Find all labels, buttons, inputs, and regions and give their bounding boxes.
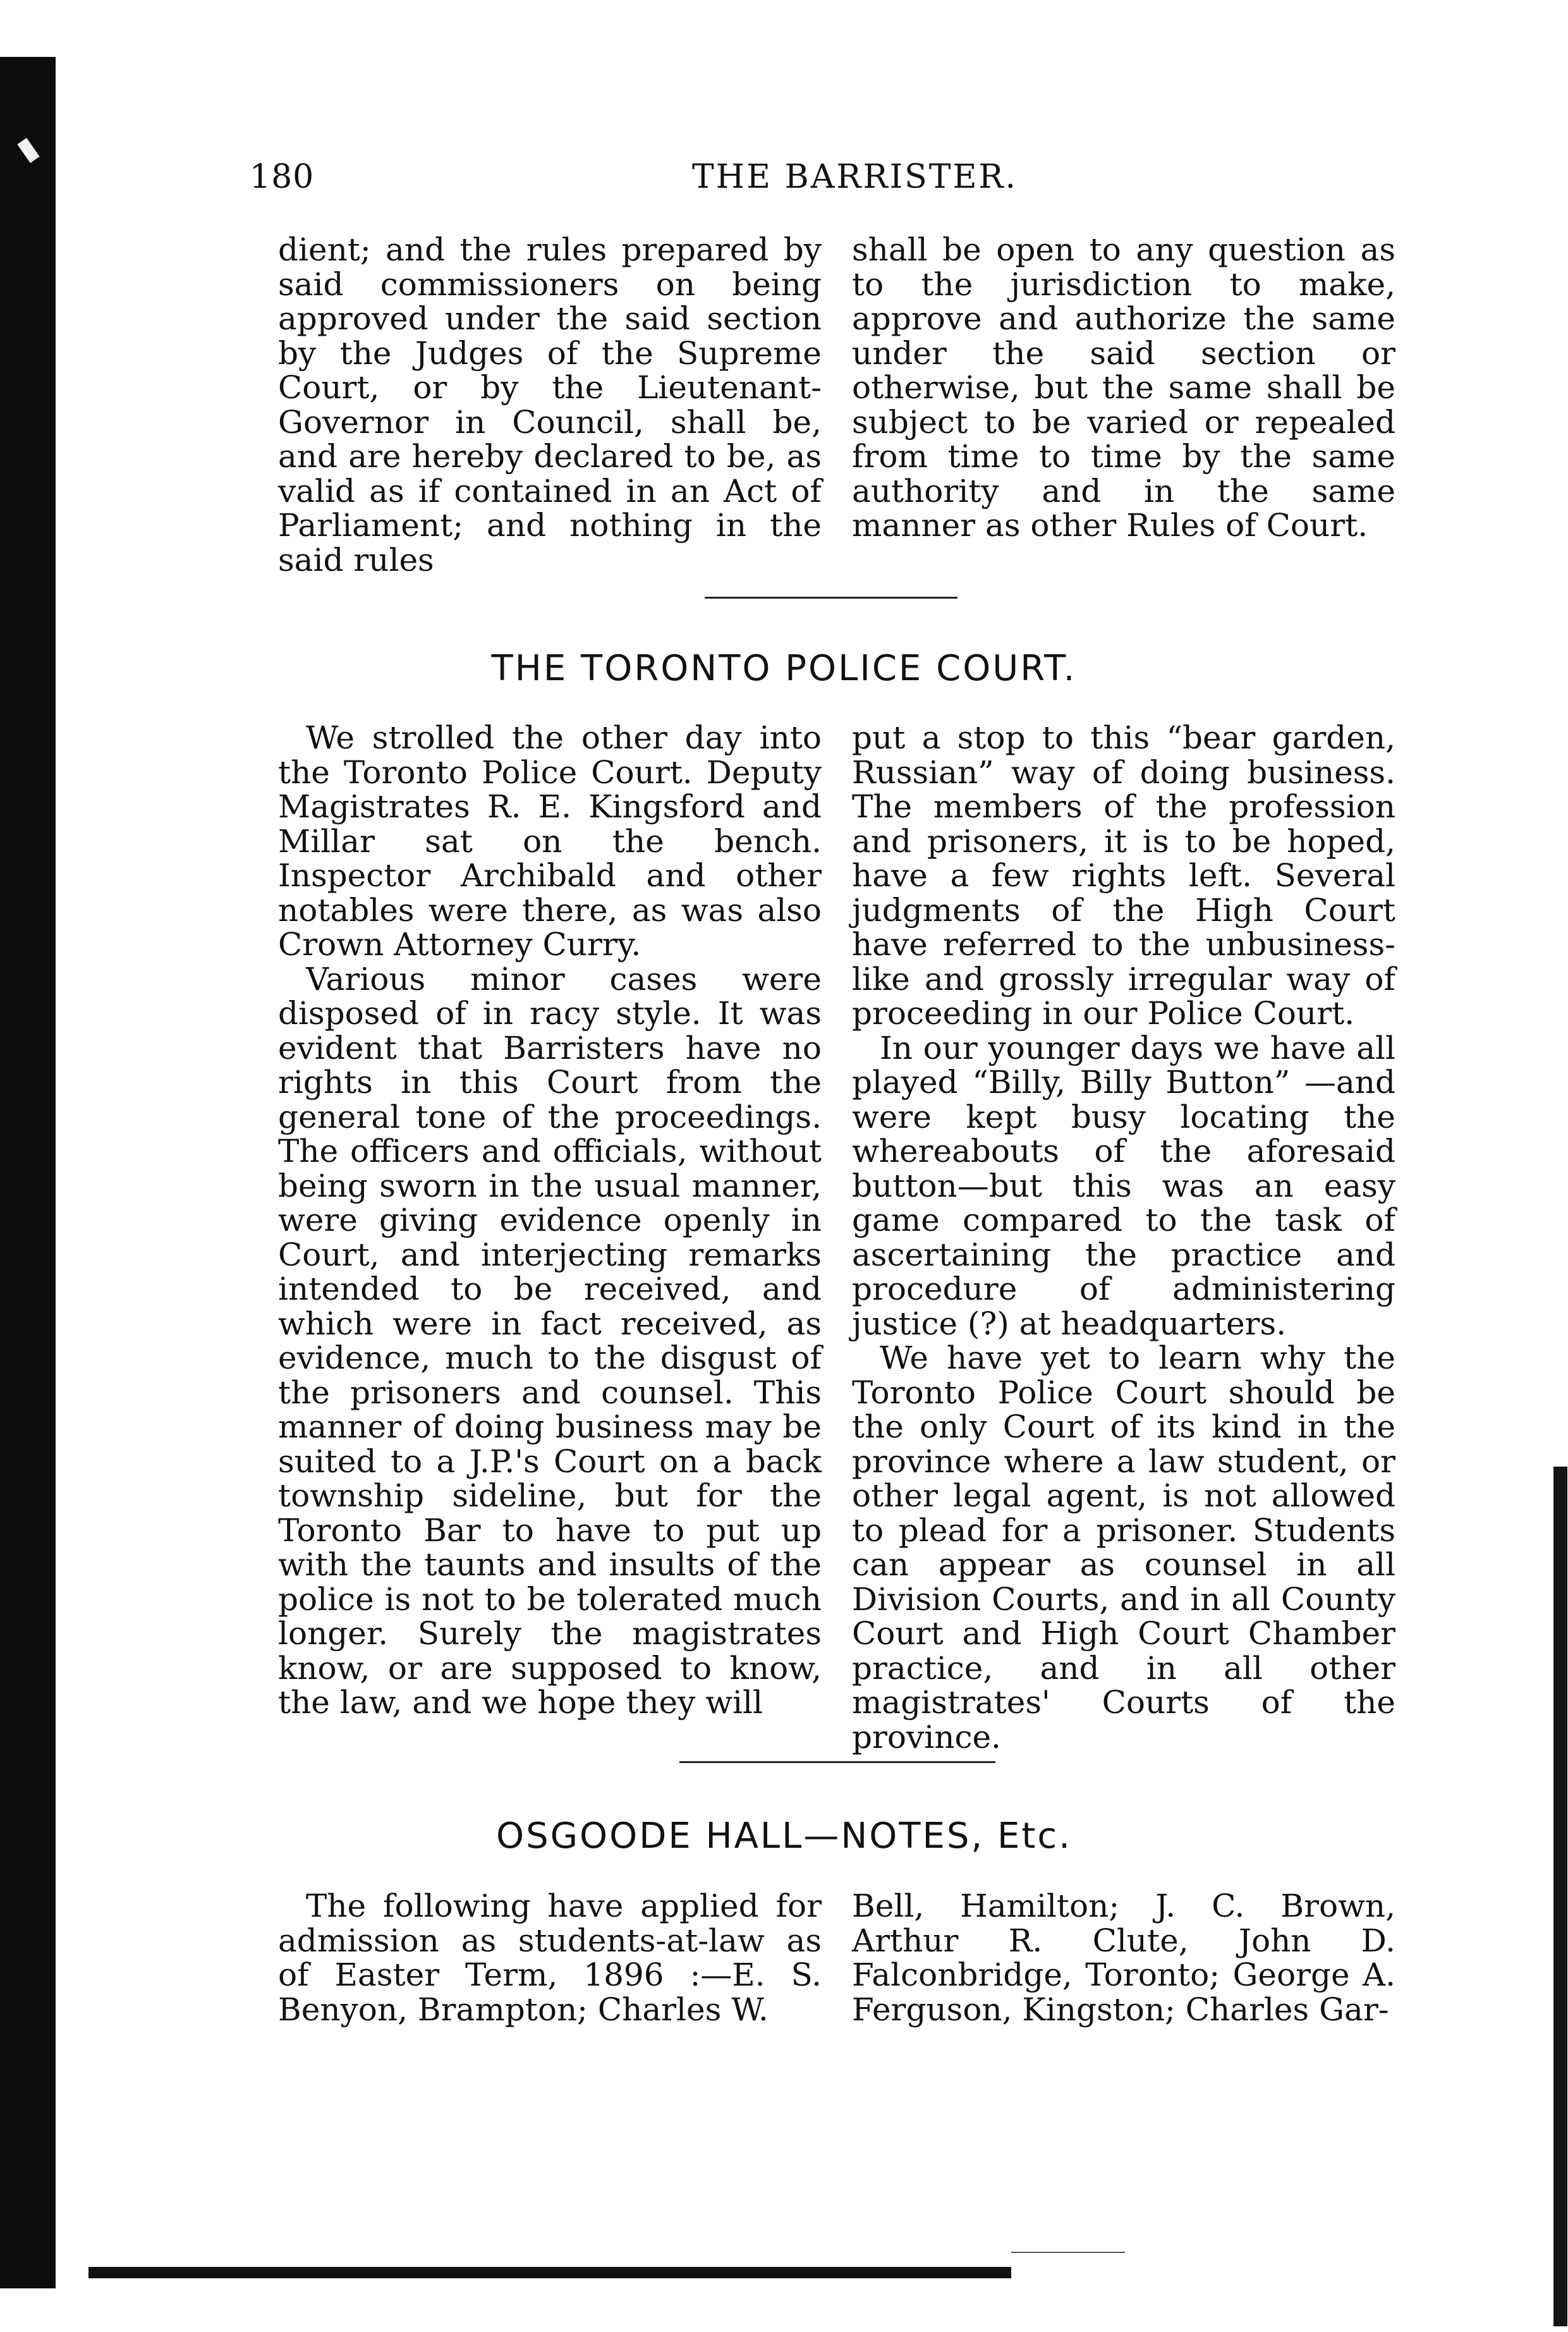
scan-margin-bottom (88, 2267, 1011, 2278)
police-court-heading: THE TORONTO POLICE COURT. (491, 648, 1077, 689)
continued-text-left-column (278, 233, 822, 577)
paragraph: Various minor cases were disposed of in racy style. It was evident that Barristers have no rights in this Court from the general tone of the proceedings. The officers and officials, without being sworn in the usual manner, were giving evidence openly in Court, and interjecting remarks intended to be received, and which were in fact received, as evidence, much to the disgust of the prisoners and counsel. This manner of doing business may be suited to a J.P.'s Court on a back township sideline, but for the Toronto Bar to have to put up with the taunts and insults of the police is not to be tolerated much longer. Surely the magistrates know, or are supposed to know, the law, and we hope they will (278, 960, 822, 1721)
police-court-left-column (278, 721, 822, 1720)
paragraph: In our younger days we have all played “Billy, Billy Button” —and were kept busy locating the whereabouts of the aforesaid button—but this was an easy game compared to the task of ascertaining the practice and procedure of administering justice (?) at headquarters. (852, 1029, 1395, 1342)
scan-margin-right (1553, 1467, 1567, 2326)
paragraph: Bell, Hamilton; J. C. Brown, Arthur R. Clute, John D. Falconbridge, Toronto; George A. Ferguson, Kingston; Charles Gar- (852, 1888, 1395, 2028)
section-divider (679, 1761, 995, 1763)
osgoode-right-column (852, 1889, 1395, 2027)
paragraph: put a stop to this “bear garden, Russian” way of doing business. The members of the profession and prisoners, it is to be hoped, have a few rights left. Several judgments of the High Court have referred to the unbusiness-like and grossly irregular way of proceeding in our Police Court. (852, 719, 1395, 1032)
paragraph: The following have applied for admission as students-at-law as of Easter Term, 1896 :—E. S. Benyon, Brampton; Charles W. (278, 1888, 822, 2028)
journal-title: THE BARRISTER. (692, 158, 1018, 196)
page-number: 180 (250, 158, 315, 196)
continued-text-right-column (852, 233, 1395, 543)
paragraph: We strolled the other day into the Toronto Police Court. Deputy Magistrates R. E. Kingsford and Millar sat on the bench. Inspector Archibald and other notables were there, as was also Crown Attorney Curry. (278, 719, 822, 963)
scan-artifact (17, 138, 39, 163)
osgoode-hall-heading: OSGOODE HALL—NOTES, Etc. (496, 1816, 1072, 1857)
paragraph: We have yet to learn why the Toronto Police Court should be the only Court of its kind in the province where a law student, or other legal agent, is not allowed to plead for a prisoner. Students can appear as counsel in all Division Courts, and in all County Court and High Court Chamber practice, and in all other magistrates' Courts of the province. (852, 1340, 1395, 1755)
scan-margin-left (0, 57, 56, 2288)
section-divider (705, 597, 957, 599)
running-head (250, 152, 1400, 202)
paragraph: dient; and the rules prepared by said commissioners on being approved under the said section by the Judges of the Supreme Court, or by the Lieutenant-Governor in Council, shall be, and are hereby declared to be, as valid as if contained in an Act of Parliament; and nothing in the said rules (278, 231, 822, 578)
police-court-right-column (852, 721, 1395, 1754)
paragraph: shall be open to any question as to the jurisdiction to make, approve and authorize the same under the said section or otherwise, but the same shall be subject to be varied or repealed from time to time by the same authority and in the same manner as other Rules of Court. (852, 231, 1395, 544)
scan-artifact-dash (1011, 2252, 1125, 2253)
osgoode-left-column (278, 1889, 822, 2027)
